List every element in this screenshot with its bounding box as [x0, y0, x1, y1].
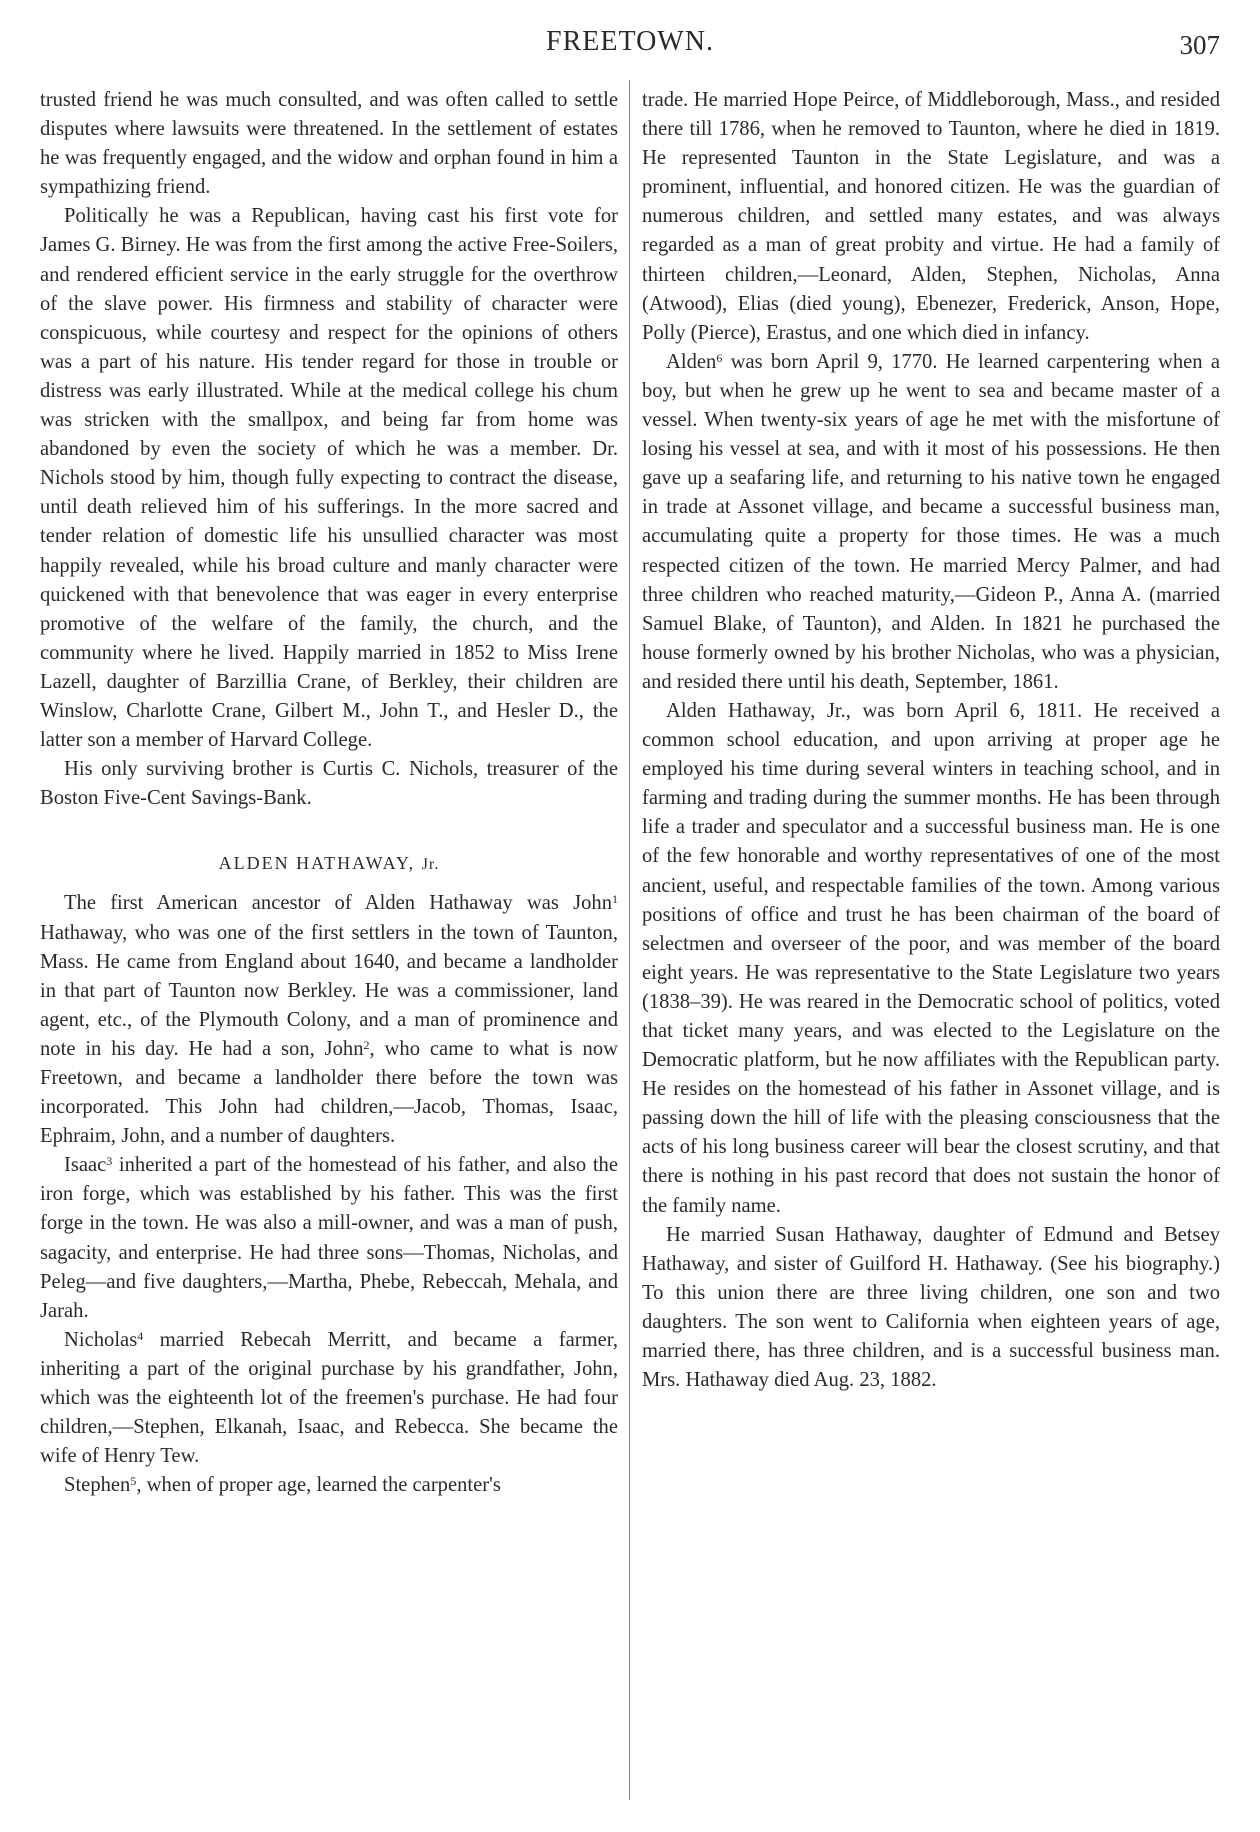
column-divider — [629, 80, 630, 1800]
left-column — [40, 86, 618, 1500]
text-run: inherited a part of the homestead of his father, and also the iron forge, which was established by his father. This was the first forge in the town. He was also a mill-owner, and was a man of push, sagacity, and enterprise. He had three sons—Thomas, Nicholas, and Peleg—and five daughters,—Martha, Phebe, Rebeccah, Mehala, and Jarah. — [40, 1154, 618, 1322]
paragraph — [642, 348, 1220, 697]
text-run: was born April 9, 1770. He learned carpentering when a boy, but when he grew up he went to sea and became master of a vessel. When twenty-six years of age he met with the misfortune of losing his vessel at sea, and with it most of his possessions. He then gave up a seafaring life, and returning to his native town he engaged in trade at Assonet village, and became a successful business man, accumulating quite a property for those times. He was a much respected citizen of the town. He married Mercy Palmer, and had three children who reached maturity,—Gideon P., Anna A. (married Samuel Blake, of Taunton), and Alden. In 1821 he purchased the house formerly owned by his brother Nicholas, who was a physician, and resided there until his death, September, 1861. — [642, 350, 1220, 693]
generation-superscript: 2 — [363, 1037, 370, 1052]
paragraph: trade. He married Hope Peirce, of Middleborough, Mass., and resided there till 1786, when he removed to Taunton, where he died in 1819. He represented Taunton in the State Legislature, and was a prominent, influential, and honored citizen. He was the guardian of numerous children, and settled many estates, and was always regarded as a man of great probity and virtue. He had a family of thirteen children,—Leonard, Alden, Stephen, Nicholas, Anna (Atwood), Elias (died young), Ebenezer, Frederick, Anson, Hope, Polly (Pierce), Erastus, and one which died in infancy. — [642, 89, 1220, 344]
paragraph — [40, 1151, 618, 1326]
paragraph — [40, 1326, 618, 1471]
generation-superscript: 1 — [612, 892, 618, 907]
paragraph: He married Susan Hathaway, daughter of Edmund and Betsey Hathaway, and sister of Guilford H. Hathaway. (See his biography.) To this union there are three living children, one son and two daughters. The son went to California when eighteen years of age, married there, has three children, and is a successful business man. Mrs. Hathaway died Aug. 23, 1882. — [642, 1223, 1220, 1392]
text-run: married Rebecah Merritt, and became a farmer, inheriting a part of the original purchase by his grandfather, John, which was the eighteenth lot of the freemen's purchase. He had four children,—Stephen, Elkanah, Isaac, and Rebecca. She became the wife of Henry Tew. — [40, 1328, 618, 1468]
generation-superscript: 4 — [137, 1328, 144, 1343]
generation-superscript: 5 — [130, 1474, 137, 1489]
running-title: FREETOWN. — [546, 26, 714, 57]
paragraph — [40, 1471, 618, 1500]
section-heading-name: ALDEN HATHAWAY, — [218, 853, 416, 874]
paragraph: His only surviving brother is Curtis C. Nichols, treasurer of the Boston Five-Cent Savings-Bank. — [40, 758, 618, 810]
generation-superscript: 6 — [716, 350, 723, 365]
text-run: Stephen — [64, 1474, 131, 1497]
generation-superscript: 3 — [106, 1154, 113, 1169]
section-heading — [40, 849, 618, 879]
text-run: , when of proper age, learned the carpenter's — [136, 1474, 501, 1497]
text-run: Nicholas — [64, 1328, 138, 1351]
paragraph: Politically he was a Republican, having cast his first vote for James G. Birney. He was from the first among the active Free-Soilers, and rendered efficient service in the early struggle for the overthrow of the slave power. His firmness and stability of character were conspicuous, while courtesy and respect for the opinions of others was a part of his nature. His tender regard for those in trouble or distress was early illustrated. While at the medical college his chum was stricken with the smallpox, and being far from home was abandoned by even the society of which he was a member. Dr. Nichols stood by him, though fully expecting to contract the disease, until death relieved him of his sufferings. In the more sacred and tender relation of domestic life his unsullied character was most happily revealed, while his broad culture and manly character were quickened with that benevolence that was eager in every enterprise promotive of the welfare of the family, the church, and the community where he lived. Happily married in 1852 to Miss Irene Lazell, daughter of Barzillia Crane, of Berkley, their children are Winslow, Charlotte Crane, Gilbert M., John T., and Hesler D., the latter son a member of Harvard College. — [40, 205, 618, 752]
text-run: Hathaway, who was one of the first settlers in the town of Taunton, Mass. He came from England about 1640, and became a landholder in that part of Taunton now Berkley. He was a commissioner, land agent, etc., of the Plymouth Colony, and a man of prominence and note in his day. He had a son, John — [40, 921, 618, 1060]
paragraph: trusted friend he was much consulted, and was often called to settle disputes where lawsuits were threatened. In the settlement of estates he was frequently engaged, and the widow and orphan found in him a sympathizing friend. — [40, 89, 618, 199]
text-run: Alden — [666, 350, 717, 373]
page-number: 307 — [1179, 30, 1220, 60]
right-column — [642, 86, 1220, 1395]
text-run: , who came to what is now Freetown, and became a landholder there before the town was incorporated. This John had children,—Jacob, Thomas, Isaac, Ephraim, John, and a number of daughters. — [40, 1037, 618, 1148]
section-heading-suffix: Jr. — [421, 856, 440, 874]
paragraph: Alden Hathaway, Jr., was born April 6, 1811. He received a common school education, and upon arriving at proper age he employed his time during several winters in teaching school, and in farming and trading during the summer months. He has been through life a trader and speculator and a successful business man. He is one of the few honorable and worthy representatives of one of the most ancient, useful, and respectable families of the town. Among various positions of office and trust he has been chairman of the board of selectmen and overseer of the poor, and was member of the board eight years. He was representative to the State Legislature two years (1838–39). He was reared in the Democratic school of politics, voted that ticket many years, and was elected to the Legislature on the Democratic platform, but he now affiliates with the Republican party. He resides on the homestead of his father in Assonet village, and is passing down the hill of life with the pleasing consciousness that the acts of his long business career will bear the closest scrutiny, and that there is nothing in his past record that does not sustain the honor of the family name. — [642, 699, 1220, 1217]
running-head — [0, 26, 1260, 66]
text-run: The first American ancestor of Alden Hathaway was John — [64, 892, 612, 915]
text-run: Isaac — [64, 1154, 107, 1177]
paragraph — [40, 889, 618, 1151]
